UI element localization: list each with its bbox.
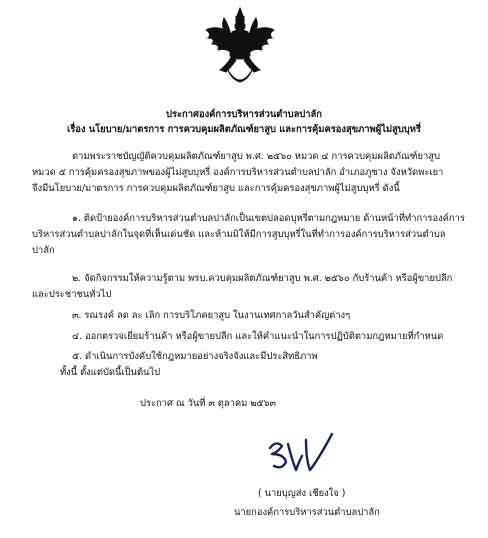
item-1-line-2: บริหารส่วนตำบลปาลักในจุดที่เห็นเด่นชัด และห้ามมิให้มีการสูบบุหรี่ในที่ทำการองค์การบริหารส่วนตำบล xyxy=(32,229,446,240)
item-4: ๔. ออกตรวจเยี่ยมร้านค้า หรือผู้ขายปลีก และให้คำแนะนำในการปฏิบัติตามกฎหมายที่กำหนด xyxy=(72,331,444,342)
item-1-line-3: ปาลัก xyxy=(32,245,55,256)
garuda-emblem-icon xyxy=(198,6,282,90)
item-1-line-1: ๑. ติดป้ายองค์การบริหารส่วนตำบลปาลักเป็นเขตปลอดบุหรี่ตามกฎหมาย ด้านหน้าที่ทำการองค์การ xyxy=(72,213,465,224)
item-3: ๓. รณรงค์ ลด ละ เลิก การบริโภคยาสูบ ในงานเทศกาลวันสำคัญต่างๆ xyxy=(72,310,351,321)
signature-icon xyxy=(262,430,342,476)
item-2-line-2: และประชาชนทั่วไป xyxy=(32,289,112,300)
closing-line: ทั้งนี้ ตั้งแต่บัดนี้เป็นต้นไป xyxy=(60,367,161,378)
intro-line-1: ตามพระราชบัญญัติควบคุมผลิตภัณฑ์ยาสูบ พ.ศ. ๒๕๖๐ หมวด ๔ การควบคุมผลิตภัณฑ์ยาสูบ xyxy=(72,151,440,162)
item-2-line-1: ๒. จัดกิจกรรมให้ความรู้ตาม พรบ.ควบคุมผลิตภัณฑ์ยาสูบ พ.ศ. ๒๕๖๐ กับร้านค้า หรือผู้ขายปลีก xyxy=(72,273,453,284)
signer-position: นายกองค์การบริหารส่วนตำบลปาลัก xyxy=(234,507,380,518)
intro-line-2: หมวด ๕ การคุ้มครองสุขภาพของผู้ไม่สูบบุหรี่ องค์การบริหารส่วนตำบลปาลัก อำเภอภูซาง จังหวัดพะเยา xyxy=(32,167,444,178)
announcement-org-title: ประกาศองค์การบริหารส่วนตำบลปาลัก xyxy=(166,109,322,120)
item-5: ๕. ดำเนินการบังคับใช้กฎหมายอย่างจริงจังและมีประสิทธิภาพ xyxy=(72,351,318,362)
announcement-subject: เรื่อง นโยบาย/มาตรการ การควบคุมผลิตภัณฑ์ยาสูบ และการคุ้มครองสุขภาพผู้ไม่สูบบุหรี่ xyxy=(67,124,421,135)
date-line: ประกาศ ณ วันที่ ๓ ตุลาคม ๒๕๖๓ xyxy=(140,398,276,409)
intro-line-3: จึงมีนโยบาย/มาตรการ การควบคุมผลิตภัณฑ์ยาสูบ และการคุ้มครองสุขภาพผู้ไม่สูบบุหรี่ ดังนี้ xyxy=(32,183,400,194)
signer-name: ( นายบุญส่ง เชียงใจ ) xyxy=(258,488,346,499)
